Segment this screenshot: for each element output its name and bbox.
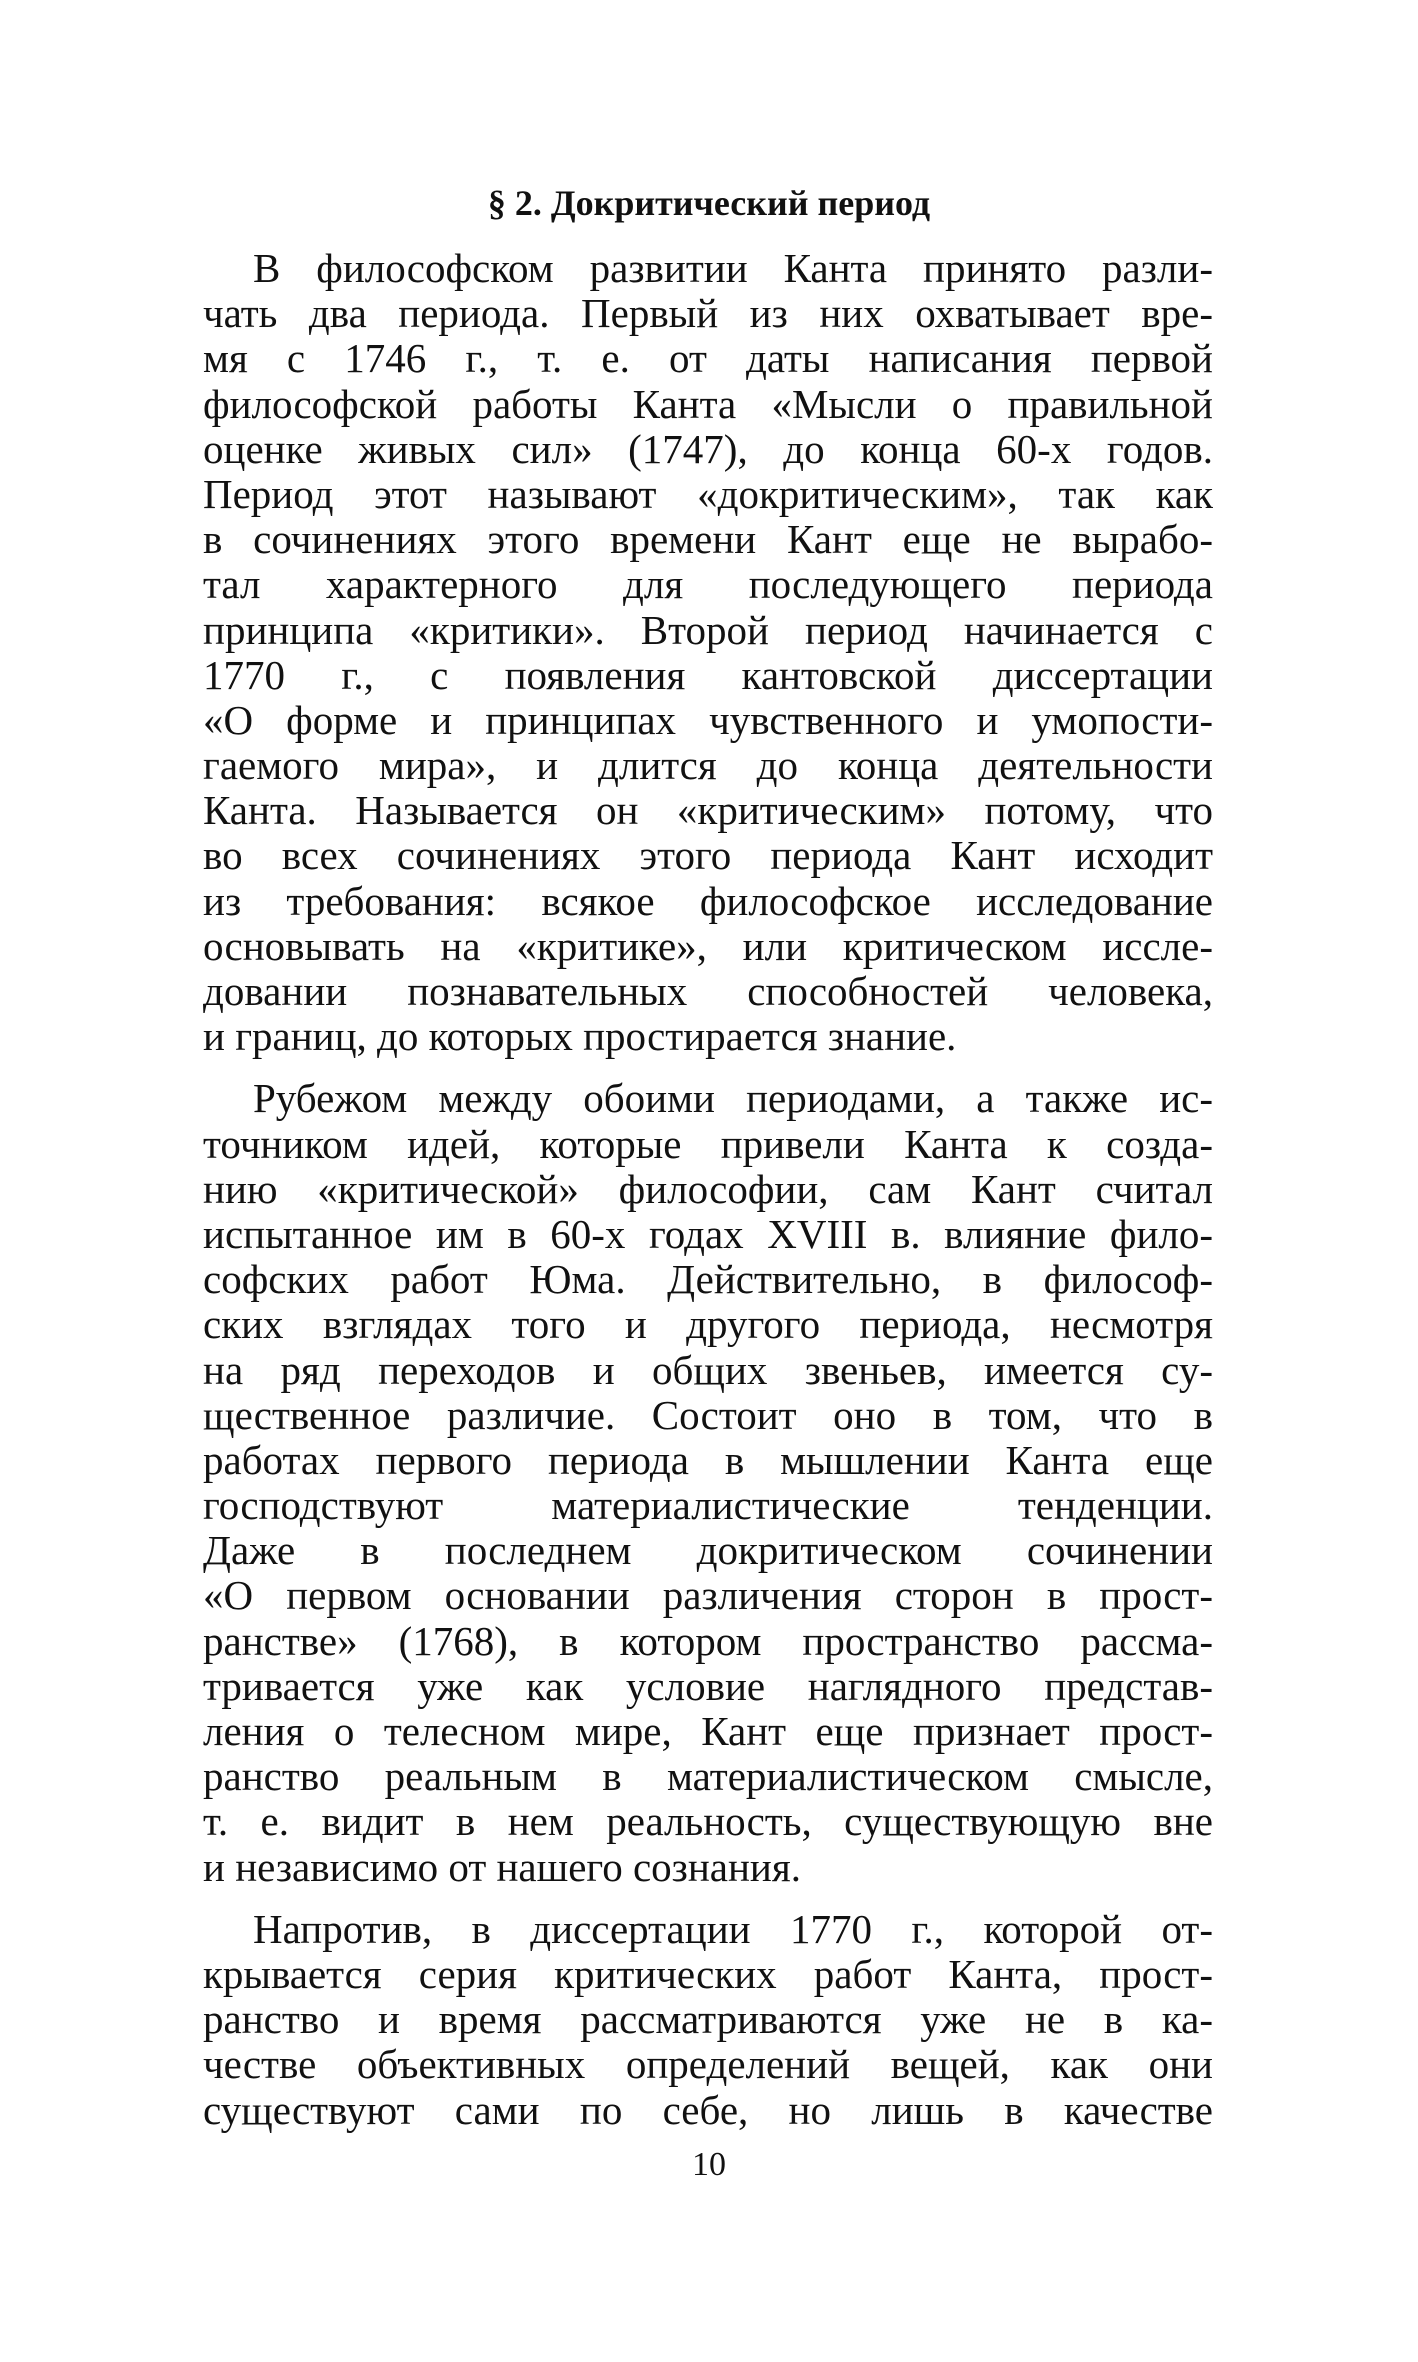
text-line: Рубежом между обоими периодами, а также ис- bbox=[253, 1076, 1213, 1122]
text-line: основывать на «критике», или критическом иссле- bbox=[203, 923, 1213, 969]
text-line: и границ, до которых простирается знание. bbox=[203, 1014, 957, 1060]
text-line: ления о телесном мире, Кант еще признает прост- bbox=[203, 1709, 1213, 1754]
text-line: ранство и время рассматриваются уже не в ка- bbox=[203, 1997, 1213, 2043]
text-line: Период этот называют «докритическим», так как bbox=[203, 471, 1213, 517]
text-line: работах первого периода в мышлении Канта еще bbox=[203, 1437, 1213, 1483]
text-line: ских взглядах того и другого периода, несмотря bbox=[203, 1302, 1213, 1348]
section-heading: § 2. Докритический период bbox=[487, 183, 931, 223]
text-line: точником идей, которые привели Канта к созда- bbox=[203, 1121, 1213, 1167]
text-line: довании познавательных способностей человека, bbox=[203, 969, 1213, 1014]
text-line: принципа «критики». Второй период начинается с bbox=[203, 607, 1213, 653]
text-line: философской работы Канта «Мысли о правильной bbox=[203, 381, 1213, 427]
paragraph-2 bbox=[203, 1076, 1213, 1889]
text-line: Даже в последнем докритическом сочинении bbox=[203, 1528, 1213, 1574]
text-line: т. е. видит в нем реальность, существующую вне bbox=[203, 1799, 1213, 1845]
text-line: Напротив, в диссертации 1770 г., которой от- bbox=[253, 1906, 1213, 1952]
text-line: «О первом основании различения сторон в прост- bbox=[203, 1573, 1213, 1619]
text-line: и независимо от нашего сознания. bbox=[203, 1844, 801, 1890]
text-line: щественное различие. Состоит оно в том, что в bbox=[203, 1392, 1213, 1438]
text-line: софских работ Юма. Действительно, в философ- bbox=[203, 1257, 1213, 1303]
text-line: нию «критической» философии, сам Кант считал bbox=[203, 1166, 1213, 1212]
text-line: на ряд переходов и общих звеньев, имеется су- bbox=[203, 1347, 1213, 1393]
text-line: ранство реальным в материалистическом смысле, bbox=[203, 1754, 1213, 1800]
paragraph-1 bbox=[203, 246, 1213, 1059]
text-line: честве объективных определений вещей, как они bbox=[203, 2042, 1213, 2088]
text-line: в сочинениях этого времени Кант еще не вырабо- bbox=[203, 517, 1213, 563]
text-line: испытанное им в 60-х годах XVIII в. влияние фило- bbox=[203, 1211, 1213, 1257]
text-line: существуют сами по себе, но лишь в качестве bbox=[203, 2087, 1213, 2133]
text-line: тал характерного для последующего периода bbox=[203, 562, 1213, 608]
text-line: «О форме и принципах чувственного и умопости- bbox=[203, 697, 1213, 743]
text-line: тривается уже как условие наглядного представ- bbox=[203, 1663, 1213, 1709]
text-line: господствуют материалистические тенденции. bbox=[203, 1483, 1213, 1529]
text-line: крывается серия критических работ Канта, прост- bbox=[203, 1951, 1213, 1997]
paragraph-3 bbox=[203, 1907, 1213, 2133]
text-line: Канта. Называется он «критическим» потому, что bbox=[203, 788, 1213, 834]
text-line: оценке живых сил» (1747), до конца 60-х годов. bbox=[203, 426, 1213, 472]
text-line: мя с 1746 г., т. е. от даты написания первой bbox=[203, 336, 1213, 382]
text-line: во всех сочинениях этого периода Кант исходит bbox=[203, 833, 1213, 879]
text-line: 1770 г., с появления кантовской диссертации bbox=[203, 652, 1213, 698]
page-number: 10 bbox=[692, 2146, 726, 2183]
text-line: чать два периода. Первый из них охватывает вре- bbox=[203, 291, 1213, 337]
text-line: ранстве» (1768), в котором пространство рассма- bbox=[203, 1618, 1213, 1664]
body-text bbox=[203, 246, 1213, 2150]
text-line: В философском развитии Канта принято разли- bbox=[253, 246, 1213, 291]
text-line: гаемого мира», и длится до конца деятельности bbox=[203, 743, 1213, 789]
text-line: из требования: всякое философское исследование bbox=[203, 878, 1213, 924]
